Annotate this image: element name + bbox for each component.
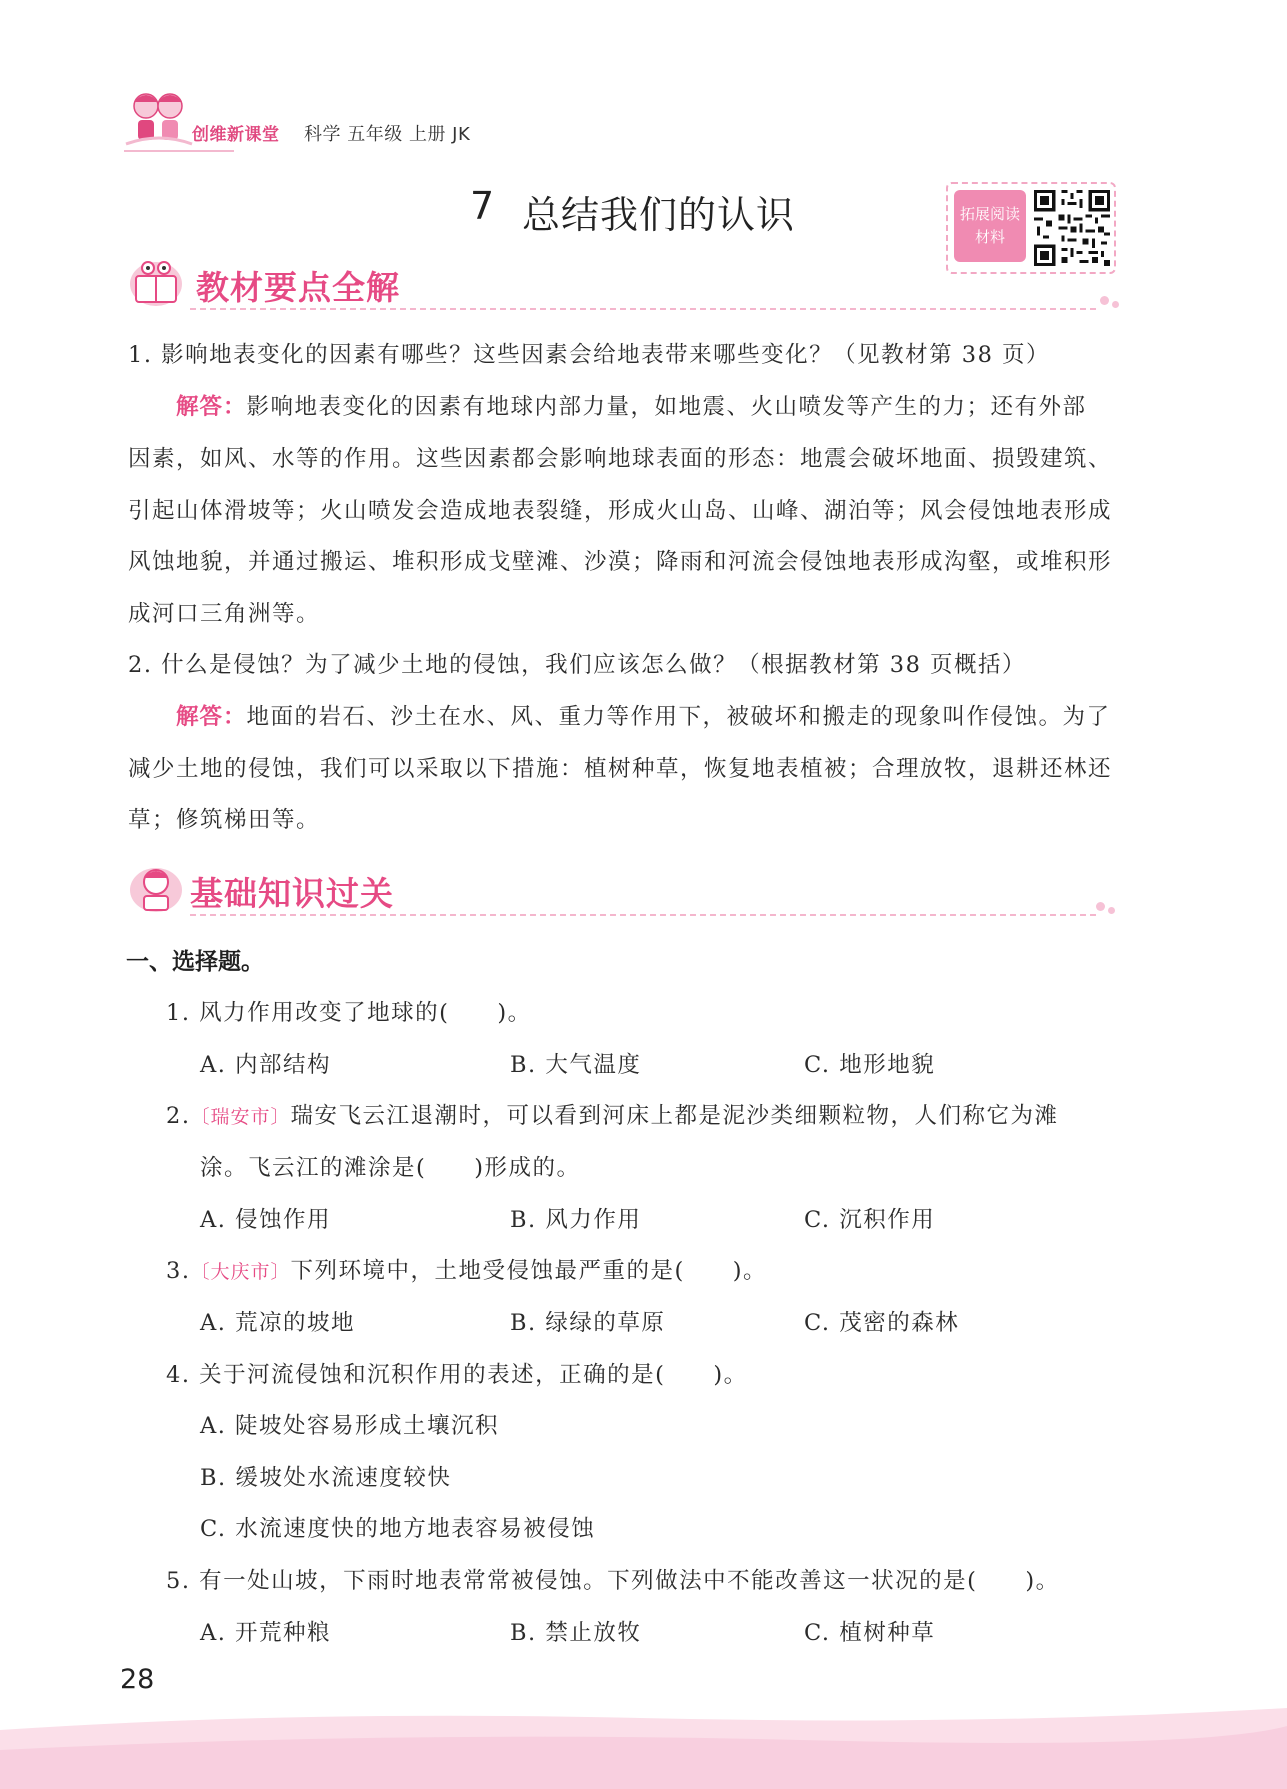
mc-q5-option-c[interactable]: C. 植树种草	[804, 1620, 936, 1646]
qr-label-line2: 材料	[974, 228, 1005, 246]
lesson-title: 总结我们的认识	[522, 193, 796, 237]
answer-2-line	[176, 699, 1111, 731]
student-character-icon	[126, 862, 188, 914]
mc-question-2	[166, 1098, 1059, 1130]
mc-q2-option-a[interactable]: A. 侵蚀作用	[200, 1207, 332, 1233]
decor-dot	[1100, 296, 1109, 305]
mc-q3-option-b[interactable]: B. 绿绿的草原	[510, 1310, 666, 1336]
answer-1-text: 影响地表变化的因素有地球内部力量，如地震、火山喷发等产生的力；还有外部	[246, 394, 1087, 420]
mc-q5-option-b[interactable]: B. 禁止放牧	[510, 1620, 642, 1646]
mc-question-4: 4. 关于河流侵蚀和沉积作用的表述，正确的是( )。	[166, 1362, 748, 1388]
section-title-basic-knowledge: 基础知识过关	[190, 874, 394, 913]
answer-1-line: 风蚀地貌，并通过搬运、堆积形成戈壁滩、沙漠；降雨和河流会侵蚀地表形成沟壑，或堆积形	[128, 549, 1113, 575]
section-divider	[190, 308, 1096, 310]
textbook-question-2: 2. 什么是侵蚀？为了减少土地的侵蚀，我们应该怎么做？（根据教材第 38 页概括）	[128, 652, 1027, 678]
textbook-question-1: 1. 影响地表变化的因素有哪些？这些因素会给地表带来哪些变化？（见教材第 38 页）	[128, 342, 1051, 368]
mc-question-2-continued: 涂。飞云江的滩涂是( )形成的。	[200, 1155, 581, 1181]
mc-q3-option-a[interactable]: A. 荒凉的坡地	[200, 1310, 356, 1336]
answer-2-line: 草；修筑梯田等。	[128, 807, 321, 833]
footer-decor-band	[0, 1700, 1287, 1789]
region-tag: 〔瑞安市〕	[190, 1106, 291, 1128]
answer-1-line: 引起山体滑坡等；火山喷发会造成地表裂缝，形成火山岛、山峰、湖泊等；风会侵蚀地表形成	[128, 498, 1113, 524]
mc-question-5: 5. 有一处山坡，下雨时地表常常被侵蚀。下列做法中不能改善这一状况的是( )。	[166, 1568, 1060, 1594]
region-tag: 〔大庆市〕	[190, 1261, 291, 1283]
brand-name: 创维新课堂	[192, 125, 280, 145]
question-number: 2.	[166, 1103, 191, 1129]
lesson-number: 7	[470, 184, 495, 228]
qr-code-icon[interactable]	[1034, 190, 1110, 266]
answer-label: 解答：	[176, 704, 247, 730]
section-title-textbook-key-points: 教材要点全解	[196, 268, 400, 307]
mc-q5-option-a[interactable]: A. 开荒种粮	[200, 1620, 332, 1646]
answer-2-text: 地面的岩石、沙土在水、风、重力等作用下，被破坏和搬走的现象叫作侵蚀。为了	[246, 704, 1111, 730]
book-meta: 科学 五年级 上册 JK	[304, 124, 471, 145]
mc-q4-option-b[interactable]: B. 缓坡处水流速度较快	[200, 1465, 452, 1491]
mc-q4-option-c[interactable]: C. 水流速度快的地方地表容易被侵蚀	[200, 1516, 596, 1542]
mc-question-3	[166, 1253, 767, 1285]
mc-q2-option-b[interactable]: B. 风力作用	[510, 1207, 642, 1233]
extended-reading-box[interactable]	[946, 182, 1116, 274]
answer-label: 解答：	[176, 394, 247, 420]
answer-1-line: 因素，如风、水等的作用。这些因素都会影响地球表面的形态：地震会破坏地面、损毁建筑、	[128, 446, 1113, 472]
cartoon-kids-logo-icon	[124, 88, 194, 150]
question-number: 3.	[166, 1258, 191, 1284]
mc-q2-option-c[interactable]: C. 沉积作用	[804, 1207, 936, 1233]
extended-reading-label	[954, 190, 1026, 262]
mc-q1-option-a[interactable]: A. 内部结构	[200, 1052, 332, 1078]
page-number: 28	[120, 1664, 155, 1695]
header-divider	[124, 150, 234, 152]
mc-question-1: 1. 风力作用改变了地球的( )。	[166, 1000, 532, 1026]
answer-1-line: 成河口三角洲等。	[128, 601, 321, 627]
mc-q4-option-a[interactable]: A. 陡坡处容易形成土壤沉积	[200, 1413, 500, 1439]
decor-dot	[1108, 907, 1115, 914]
question-stem: 瑞安飞云江退潮时，可以看到河床上都是泥沙类细颗粒物，人们称它为滩	[290, 1103, 1059, 1129]
book-character-icon	[126, 256, 188, 308]
part-heading-multiple-choice: 一、选择题。	[126, 949, 264, 975]
qr-label-line1: 拓展阅读	[959, 205, 1020, 223]
decor-dot	[1112, 301, 1119, 308]
decor-dot	[1096, 902, 1105, 911]
mc-q1-option-b[interactable]: B. 大气温度	[510, 1052, 642, 1078]
question-stem: 下列环境中，土地受侵蚀最严重的是( )。	[290, 1258, 768, 1284]
mc-q3-option-c[interactable]: C. 茂密的森林	[804, 1310, 960, 1336]
answer-1-line	[176, 389, 1087, 421]
answer-2-line: 减少土地的侵蚀，我们可以采取以下措施：植树种草，恢复地表植被；合理放牧，退耕还林还	[128, 756, 1113, 782]
mc-q1-option-c[interactable]: C. 地形地貌	[804, 1052, 936, 1078]
section-divider	[190, 914, 1096, 916]
